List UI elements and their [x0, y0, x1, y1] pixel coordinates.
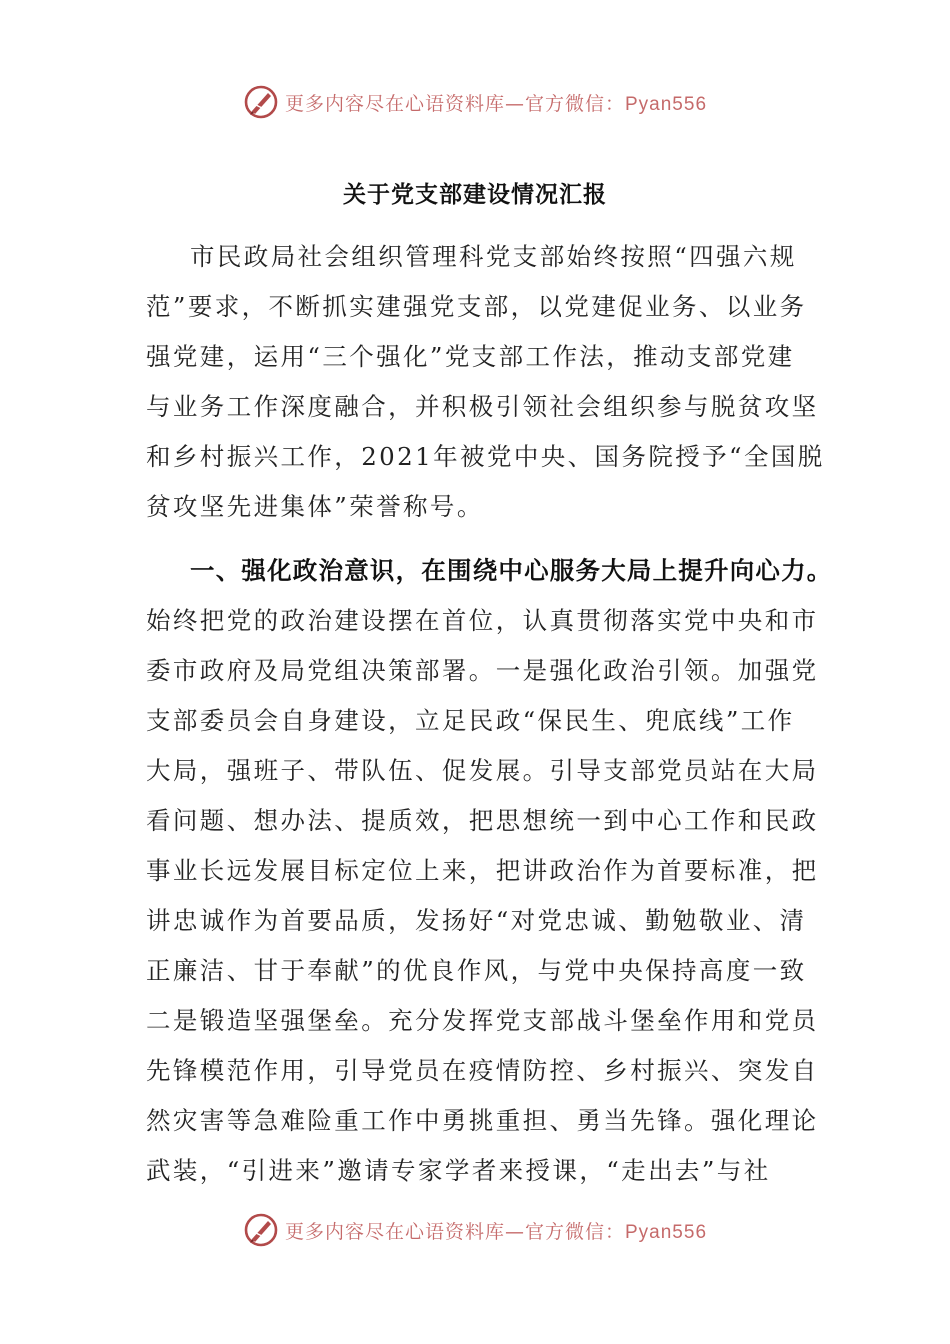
section-1-paragraph [146, 546, 833, 1196]
pen-logo-icon [243, 1212, 279, 1248]
text-line: 始终把党的政治建设摆在首位，认真贯彻落实党中央和市 [146, 606, 819, 635]
text-line: 事业长远发展目标定位上来，把讲政治作为首要标准，把 [146, 856, 819, 885]
text-line: 先锋模范作用，引导党员在疫情防控、乡村振兴、突发自 [146, 1056, 819, 1085]
text-line: 强党建，运用“三个强化”党支部工作法，推动支部党建 [146, 342, 795, 371]
text-line: 大局，强班子、带队伍、促发展。引导支部党员站在大局 [146, 756, 819, 785]
text-line: 看问题、想办法、提质效，把思想统一到中心工作和民政 [146, 806, 819, 835]
section-1-heading: 一、强化政治意识，在围绕中心服务大局上提升向心力。 [190, 556, 833, 585]
watermark-text: 更多内容尽在心语资料库—官方微信：Pyan556 [284, 92, 708, 115]
page-title: 关于党支部建设情况汇报 [343, 181, 607, 208]
text-line: 正廉洁、甘于奉献”的优良作风，与党中央保持高度一致 [146, 956, 807, 985]
text-line: 二是锻造坚强堡垒。充分发挥党支部战斗堡垒作用和党员 [146, 1006, 819, 1035]
watermark-text: 更多内容尽在心语资料库—官方微信：Pyan556 [284, 1220, 708, 1243]
text-line: 贫攻坚先进集体”荣誉称号。 [146, 492, 484, 521]
text-line: 支部委员会自身建设，立足民政“保民生、兜底线”工作 [146, 706, 795, 735]
text-line: 市民政局社会组织管理科党支部始终按照“四强六规 [190, 242, 797, 271]
watermark-banner-bottom [0, 1210, 950, 1250]
text-line: 讲忠诚作为首要品质，发扬好“对党忠诚、勤勉敬业、清 [146, 906, 807, 935]
text-line: 武装，“引进来”邀请专家学者来授课，“走出去”与社 [146, 1156, 771, 1185]
wechat-id: Pyan556 [625, 93, 708, 115]
text-line: 然灾害等急难险重工作中勇挑重担、勇当先锋。强化理论 [146, 1106, 819, 1135]
document-body [146, 232, 833, 1196]
wechat-id: Pyan556 [625, 1221, 708, 1243]
pen-logo-icon [243, 84, 279, 120]
text-line: 和乡村振兴工作，2021年被党中央、国务院授予“全国脱 [146, 442, 825, 471]
intro-paragraph [146, 232, 825, 532]
watermark-banner-top [0, 82, 950, 122]
text-line: 范”要求，不断抓实建强党支部，以党建促业务、以业务 [146, 292, 807, 321]
text-line: 委市政府及局党组决策部署。一是强化政治引领。加强党 [146, 656, 819, 685]
text-line: 与业务工作深度融合，并积极引领社会组织参与脱贫攻坚 [146, 392, 819, 421]
